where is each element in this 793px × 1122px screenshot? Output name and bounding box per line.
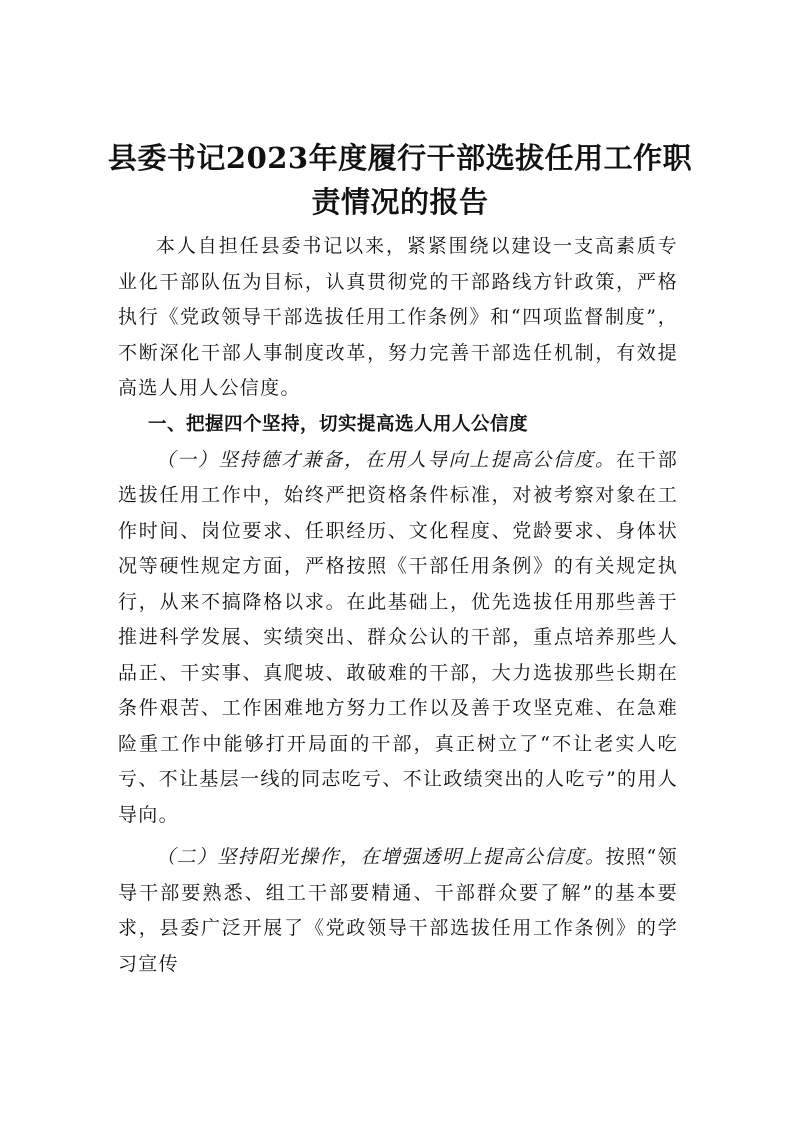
subsection-1-lead: （一）坚持德才兼备，在用人导向上提高公信度。 <box>156 448 616 471</box>
document-title: 县委书记2023年度履行干部选拔任用工作职责情况的报告 <box>107 141 693 219</box>
subsection-2-lead: （二）坚持阳光操作，在增强透明上提高公信度。 <box>156 846 606 868</box>
document-body <box>118 229 678 982</box>
intro-paragraph: 本人自担任县委书记以来，紧紧围绕以建设一支高素质专业化干部队伍为目标，认真贯彻党的干部路线方针政策，严格执行《党政领导干部选拔任用工作条例》和“四项监督制度”，不断深化干部人事制度改革，努力完善干部选任机制，有效提高选人用人公信度。 <box>118 235 678 399</box>
subsection-1-paragraph <box>118 443 678 834</box>
subsection-2-paragraph <box>118 840 678 982</box>
paragraph-gap <box>118 833 678 840</box>
subsection-1-text: 在干部选拔任用工作中，始终严把资格条件标准，对被考察对象在工作时间、岗位要求、任职经历、文化程度、党龄要求、身体状况等硬性规定方面，严格按照《干部任用条例》的有关规定执行，从来不搞降格以求。在此基础上，优先选拔任用那些善于推进科学发展、实绩突出、群众公认的干部，重点培养那些人品正、干实事、真爬坡、敢破难的干部，大力选拔那些长期在条件艰苦、工作困难地方努力工作以及善于攻坚克难、在急难险重工作中能够打开局面的干部，真正树立了“不让老实人吃亏、不让基层一线的同志吃亏、不让政绩突出的人吃亏”的用人导向。 <box>118 448 678 826</box>
section-1-heading: 一、把握四个坚持，切实提高选人用人公信度 <box>148 413 529 435</box>
subsection-2-text: 按照“领导干部要熟悉、组工干部要精通、干部群众要了解”的基本要求，县委广泛开展了《党政领导干部选拔任用工作条例》的学习宣传 <box>118 846 678 975</box>
